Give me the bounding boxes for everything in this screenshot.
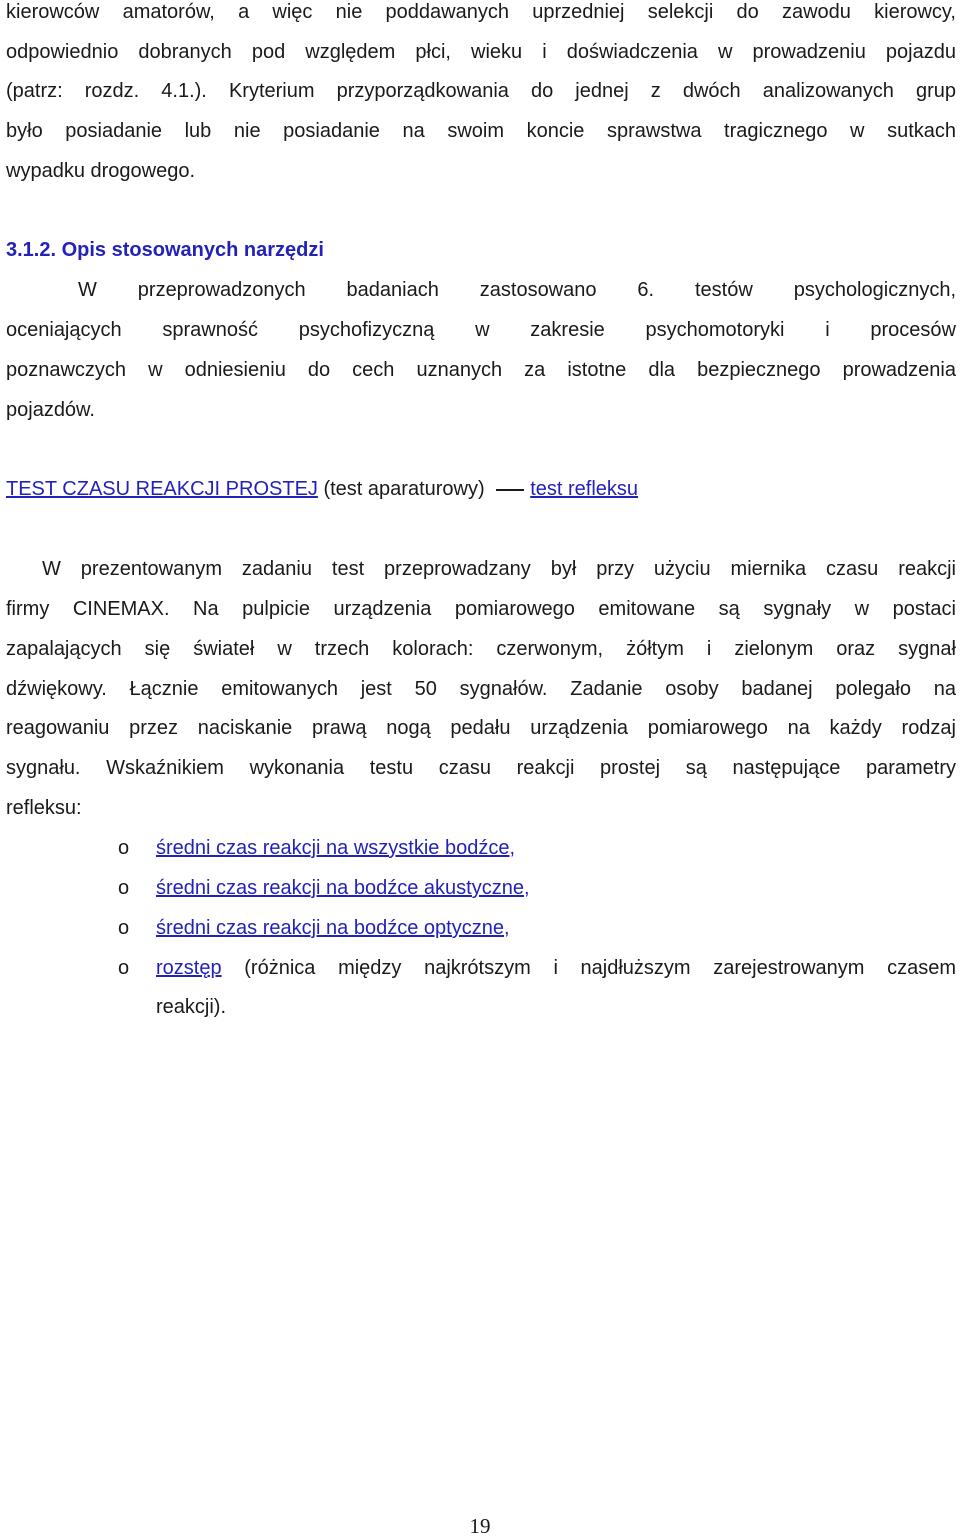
section-paragraph-line-4: pojazdów. (6, 399, 95, 421)
bullet-item-4 (156, 956, 956, 980)
intro-line-3: (patrz: rozdz. 4.1.). Kryterium przyporządkowania do jednej z dwóch analizowanych grup (6, 80, 956, 102)
intro-line-5: wypadku drogowego. (6, 160, 196, 182)
description-line-4: dźwiękowy. Łącznie emitowanych jest 50 sygnałów. Zadanie osoby badanej polegało na (6, 678, 956, 700)
description-line-3: zapalających się świateł w trzech kolorach: czerwonym, żółtym i zielonym oraz sygnał (6, 638, 956, 660)
description-line-7: refleksu: (6, 797, 82, 819)
test-type: (test aparaturowy) (317, 478, 491, 500)
bullet-item-4-term: rozstęp (156, 957, 222, 979)
intro-line-2: odpowiednio dobranych pod względem płci, wieku i doświadczenia w prowadzeniu pojazdu (6, 41, 956, 63)
bullet-marker: o (118, 957, 130, 979)
section-paragraph-line-3: poznawczych w odniesieniu do cech uznanych za istotne dla bezpiecznego prowadzenia (6, 359, 956, 381)
bullet-item-3: średni czas reakcji na bodźce optyczne, (156, 917, 510, 939)
test-alias: test refleksu (530, 478, 639, 500)
bullet-marker: o (118, 877, 130, 899)
page-number: 19 (469, 1514, 491, 1538)
section-paragraph-line-1: W przeprowadzonych badaniach zastosowano 6. testów psychologicznych, (78, 279, 956, 301)
description-line-5: reagowaniu przez naciskanie prawą nogą pedału urządzenia pomiarowego na każdy rodzaj (6, 717, 956, 739)
bullet-item-1: średni czas reakcji na wszystkie bodźce, (156, 837, 516, 859)
intro-line-4: było posiadanie lub nie posiadanie na swoim koncie sprawstwa tragicznego w sutkach (6, 120, 956, 142)
bullet-marker: o (118, 917, 130, 939)
bullet-item-2: średni czas reakcji na bodźce akustyczne, (156, 877, 530, 899)
test-title (6, 477, 956, 501)
test-name: TEST CZASU REAKCJI PROSTEJ (6, 478, 318, 500)
description-line-6: sygnału. Wskaźnikiem wykonania testu czasu reakcji prostej są następujące parametry (6, 757, 956, 779)
bullet-item-4-continuation: reakcji). (156, 996, 227, 1018)
dash-separator (496, 479, 524, 491)
section-heading: 3.1.2. Opis stosowanych narzędzi (6, 239, 324, 261)
bullet-item-4-text: (różnica między najkrótszym i najdłuższym zarejestrowanym czasem (221, 957, 956, 979)
bullet-marker: o (118, 837, 130, 859)
section-paragraph-line-2: oceniających sprawność psychofizyczną w zakresie psychomotoryki i procesów (6, 319, 956, 341)
description-line-2: firmy CINEMAX. Na pulpicie urządzenia pomiarowego emitowane są sygnały w postaci (6, 598, 956, 620)
intro-line-1: kierowców amatorów, a więc nie poddawanych uprzedniej selekcji do zawodu kierowcy, (6, 1, 956, 23)
description-line-1: W prezentowanym zadaniu test przeprowadzany był przy użyciu miernika czasu reakcji (42, 558, 956, 580)
